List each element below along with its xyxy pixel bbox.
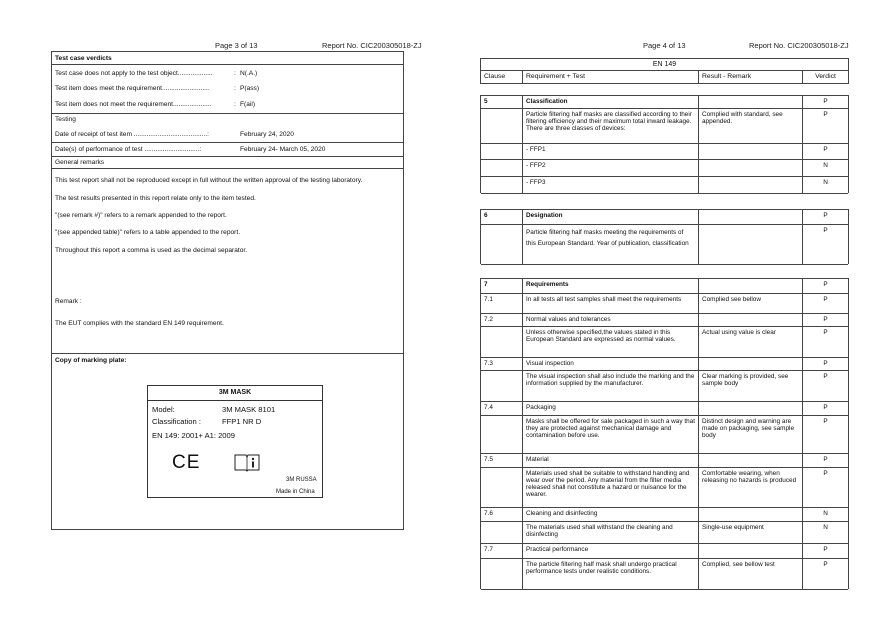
verdict-value: P(ass) <box>240 85 260 92</box>
clause-group-6 <box>480 209 849 264</box>
result-cell <box>699 225 803 264</box>
result-cell <box>699 358 803 370</box>
verdict-cell: P <box>823 329 828 336</box>
result-cell <box>699 314 803 326</box>
verdict-cell: P <box>823 296 828 303</box>
clause-cell: 7.3 <box>481 358 523 370</box>
clause-cell: 7.1 <box>481 294 523 313</box>
table-row <box>481 559 848 590</box>
clause-cell: 6 <box>481 210 523 224</box>
report-number: Report No. CIC200305018-ZJ <box>749 41 849 50</box>
result-cell <box>699 544 803 558</box>
table-row <box>481 144 848 160</box>
report-number: Report No. CIC200305018-ZJ <box>322 41 422 50</box>
table-row <box>481 508 848 522</box>
result-cell: Actual using value is clear <box>699 327 803 357</box>
table-row <box>481 371 848 402</box>
table-row <box>481 327 848 358</box>
verdict-sep: : <box>234 101 236 108</box>
page-number: Page 3 of 13 <box>215 41 258 50</box>
verdict-cell: P <box>823 418 828 425</box>
result-cell <box>699 402 803 415</box>
table-row <box>481 210 848 225</box>
result-cell <box>699 508 803 521</box>
verdict-cell: P <box>823 212 828 219</box>
requirement-cell: Visual inspection <box>523 358 699 370</box>
clause-cell <box>481 160 523 176</box>
classification-label: Classification : <box>152 417 201 426</box>
verdict-sep: : <box>234 85 236 92</box>
column-header: Result - Remark <box>699 71 803 83</box>
clause-cell <box>481 522 523 543</box>
verdict-cell: P <box>823 373 828 380</box>
requirement-cell: Classification <box>523 96 699 108</box>
result-cell <box>699 454 803 467</box>
verdict-cell: P <box>823 360 828 367</box>
requirement-cell: The particle filtering half mask shall undergo practical performance tests under realistic conditions. <box>523 559 699 589</box>
result-cell <box>699 177 803 193</box>
verdict-cell: P <box>823 456 828 463</box>
clause-cell <box>481 468 523 507</box>
clause-cell: 7.7 <box>481 544 523 558</box>
table-row <box>481 160 848 177</box>
remarks-title: General remarks <box>55 159 105 166</box>
clause-cell: 5 <box>481 96 523 108</box>
result-cell: Complied with standard, see appended. <box>699 109 803 143</box>
remark-line: "(see remark #)" refers to a remark appended to the report. <box>55 212 227 219</box>
marking-title: Copy of marking plate: <box>55 357 127 364</box>
requirement-cell: Unless otherwise specified,the values stated in this European Standard are expressed as normal values. <box>523 327 699 357</box>
result-cell <box>699 279 803 293</box>
table-row <box>481 416 848 454</box>
plate-title: 3M MASK <box>148 386 322 401</box>
verdict-cell: P <box>823 281 828 288</box>
verdict-cell: N <box>823 510 828 517</box>
table-row <box>481 314 848 327</box>
verdict-cell: N <box>823 179 828 186</box>
verdict-cell: P <box>823 404 828 411</box>
result-cell: Complied, see bellow test <box>699 559 803 589</box>
verdict-sep: : <box>234 70 236 77</box>
requirement-cell: The visual inspection shall also include the marking and the information supplied by the manufacturer. <box>523 371 699 401</box>
verdict-cell: N <box>823 162 828 169</box>
clause-cell <box>481 371 523 401</box>
testing-title: Testing <box>55 116 76 123</box>
requirement-cell: In all tests all test samples shall meet the requirements <box>523 294 699 313</box>
clause-group-7 <box>480 278 849 589</box>
remark-line: The test results presented in this report relate only to the item tested. <box>55 195 256 202</box>
remark-text: The EUT complies with the standard EN 149 requirement. <box>55 320 224 327</box>
verdict-cell: N <box>823 524 828 531</box>
requirement-cell: Particle filtering half masks are classified according to their filtering efficiency and their maximum total inward leakage. There are three classes of devices: <box>523 109 699 143</box>
requirement-cell: - FFP2 <box>523 160 699 176</box>
clause-cell: 7.4 <box>481 402 523 415</box>
ce-mark: CE <box>172 452 201 473</box>
requirement-cell: The materials used shall withstand the cleaning and disinfecting <box>523 522 699 543</box>
result-cell <box>699 160 803 176</box>
receipt-date-value: February 24, 2020 <box>240 131 294 138</box>
origin-text: Made in China <box>276 489 315 495</box>
table-row <box>481 454 848 468</box>
requirement-cell: Packaging <box>523 402 699 415</box>
brand-text: 3M RUSSA <box>286 477 317 483</box>
verdict-value: F(ail) <box>240 101 256 108</box>
requirement-cell: Particle filtering half masks meeting the requirements of this European Standard. Year of publication, classification <box>523 225 699 264</box>
clause-cell: 7.6 <box>481 508 523 521</box>
table-row <box>481 225 848 265</box>
clause-group-5 <box>480 95 849 193</box>
clause-cell: 7.2 <box>481 314 523 326</box>
marking-plate <box>147 385 323 498</box>
clause-cell <box>481 327 523 357</box>
verdict-value: N(.A.) <box>240 70 258 77</box>
clause-cell <box>481 559 523 589</box>
test-date-label: Date(s) of performance of test ..............................: <box>55 146 202 153</box>
requirement-cell: Designation <box>523 210 699 224</box>
table-row <box>481 109 848 144</box>
clause-cell: 7 <box>481 279 523 293</box>
table-row <box>481 522 848 544</box>
verdict-cell: P <box>823 227 828 234</box>
table-row <box>481 177 848 194</box>
receipt-date-label: Date of receipt of test item ........................................: <box>55 131 209 138</box>
result-cell <box>699 210 803 224</box>
verdict-cell: P <box>823 146 828 153</box>
clause-cell <box>481 177 523 193</box>
requirement-cell: - FFP1 <box>523 144 699 159</box>
clause-cell: 7.5 <box>481 454 523 467</box>
verdict-cell: P <box>823 111 828 118</box>
requirement-cell: Materials used shall be suitable to withstand handling and wear over the period. Any material from the filter media released shall not constitute a hazard or nuisance for the wearer. <box>523 468 699 507</box>
verdict-label: Test item does meet the requirement.......................... <box>55 85 210 92</box>
model-label: Model: <box>152 405 175 414</box>
test-date-value: February 24- March 05, 2020 <box>240 146 326 153</box>
requirement-cell: - FFP3 <box>523 177 699 193</box>
clause-cell <box>481 416 523 453</box>
requirement-cell: Normal values and tolerances <box>523 314 699 326</box>
remark-line: This test report shall not be reproduced except in full without the written approval of the testing laboratory. <box>55 177 363 184</box>
table-row <box>481 468 848 508</box>
verdict-label: Test case does not apply to the test object................... <box>55 70 213 77</box>
column-header: Requirement + Test <box>523 71 699 83</box>
table-row <box>481 358 848 371</box>
model-value: 3M MASK 8101 <box>222 405 276 414</box>
remark-label: Remark : <box>55 298 82 305</box>
result-cell <box>699 144 803 159</box>
table-row <box>481 279 848 294</box>
requirement-cell: Practical performance <box>523 544 699 558</box>
result-cell: Distinct design and warning are made on packaging, see sample body <box>699 416 803 453</box>
result-cell: Clear marking is provided, see sample body <box>699 371 803 401</box>
result-cell: Complied see bellow <box>699 294 803 313</box>
requirement-cell: Requirements <box>523 279 699 293</box>
page-number: Page 4 of 13 <box>643 41 686 50</box>
verdict-cell: P <box>823 561 828 568</box>
verdict-cell: P <box>823 316 828 323</box>
clause-cell <box>481 109 523 143</box>
requirement-cell: Material <box>523 454 699 467</box>
verdict-cell: P <box>823 546 828 553</box>
column-header: Clause <box>481 71 523 83</box>
result-cell: Single-use equipment <box>699 522 803 543</box>
result-cell <box>699 96 803 108</box>
standard-text: EN 149: 2001+ A1: 2009 <box>152 431 235 440</box>
requirement-cell: Cleaning and disinfecting <box>523 508 699 521</box>
table-row <box>481 402 848 416</box>
verdict-label: Test item does not meet the requirement..................... <box>55 101 212 108</box>
table-row <box>481 96 848 109</box>
column-header-row <box>480 71 849 84</box>
table-row <box>481 544 848 559</box>
clause-cell <box>481 144 523 159</box>
column-header: Verdict <box>815 73 836 80</box>
verdict-cell: P <box>823 470 828 477</box>
verdict-cell: P <box>823 98 828 105</box>
classification-value: FFP1 NR D <box>222 417 262 426</box>
remark-line: Throughout this report a comma is used as the decimal separator. <box>55 247 248 254</box>
clause-cell <box>481 225 523 264</box>
verdicts-title: Test case verdicts <box>55 55 112 62</box>
remark-line: "(see appended table)" refers to a table appended to the report. <box>55 229 241 236</box>
table-row <box>481 294 848 314</box>
table-title: EN 149 <box>480 58 849 71</box>
result-cell: Comfortable wearing, when releasing no hazards is produced <box>699 468 803 507</box>
requirement-cell: Masks shall be offered for sale packaged in such a way that they are protected against mechanical damage and contamination before use. <box>523 416 699 453</box>
instructions-book-icon <box>234 452 260 477</box>
